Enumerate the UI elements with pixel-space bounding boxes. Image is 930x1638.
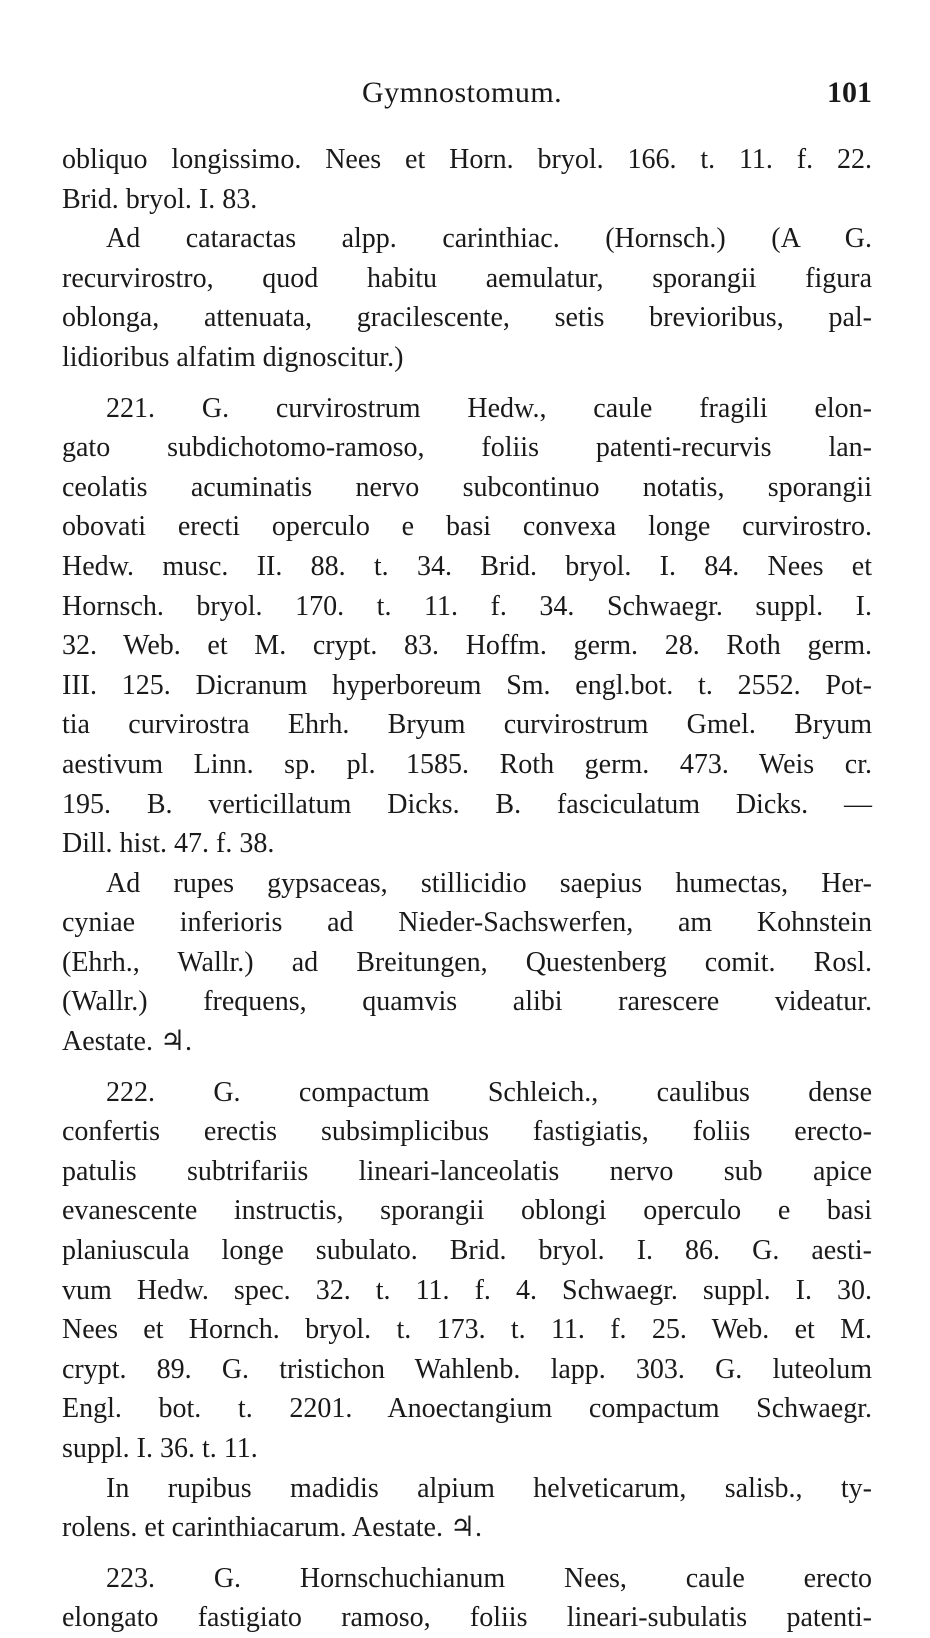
text-line: aestivum Linn. sp. pl. 1585. Roth germ. 473. Weis cr.	[62, 748, 872, 780]
text-line: Hedw. musc. II. 88. t. 34. Brid. bryol. I. 84. Nees et	[62, 550, 872, 582]
text-line: (Wallr.) frequens, quamvis alibi rarescere videatur.	[62, 986, 872, 1018]
text-line: 223. G. Hornschuchianum Nees, caule erecto	[106, 1562, 872, 1594]
text-line: Aestate. ♃.	[62, 1026, 193, 1058]
text-line: gato subdichotomo-ramoso, foliis patenti-recurvis lan-	[62, 432, 872, 464]
text-line: Engl. bot. t. 2201. Anoectangium compactum Schwaegr.	[62, 1393, 872, 1425]
text-line: Ad cataractas alpp. carinthiac. (Hornsch.) (A G.	[106, 223, 872, 255]
text-line: rolens. et carinthiacarum. Aestate. ♃.	[62, 1512, 483, 1544]
text-line: cyniae inferioris ad Nieder-Sachswerfen, am Kohnstein	[62, 907, 872, 939]
text-line: 32. Web. et M. crypt. 83. Hoffm. germ. 28. Roth germ.	[62, 630, 872, 662]
text-line: elongato fastigiato ramoso, foliis lineari-subulatis patenti-	[62, 1602, 872, 1634]
text-line: 222. G. compactum Schleich., caulibus dense	[106, 1076, 872, 1108]
text-line: tia curvirostra Ehrh. Bryum curvirostrum Gmel. Bryum	[62, 709, 872, 741]
species-entry-222	[62, 1073, 872, 1548]
text-line: Dill. hist. 47. f. 38.	[62, 828, 275, 860]
text-line: ceolatis acuminatis nervo subcontinuo notatis, sporangii	[62, 471, 872, 503]
text-line: 221. G. curvirostrum Hedw., caule fragili elon-	[106, 392, 872, 424]
running-header	[62, 76, 872, 116]
text-line: obliquo longissimo. Nees et Horn. bryol. 166. t. 11. f. 22.	[62, 144, 872, 175]
species-entry-223	[62, 1559, 872, 1638]
text-line: crypt. 89. G. tristichon Wahlenb. lapp. 303. G. luteolum	[62, 1353, 872, 1385]
text-line: (Ehrh., Wallr.) ad Breitungen, Questenberg comit. Rosl.	[62, 946, 872, 978]
text-line: confertis erectis subsimplicibus fastigiatis, foliis erecto-	[62, 1116, 872, 1148]
text-line: Ad rupes gypsaceas, stillicidio saepius humectas, Her-	[106, 867, 872, 899]
text-line: evanescente instructis, sporangii oblongi operculo e basi	[62, 1195, 872, 1227]
running-title: Gymnostomum.	[362, 76, 563, 109]
paragraph-habitat-221	[62, 864, 872, 1062]
text-line: recurvirostro, quod habitu aemulatur, sporangii figura	[62, 262, 872, 294]
text-line: 195. B. verticillatum Dicks. B. fasciculatum Dicks. —	[62, 788, 872, 820]
text-line: lidioribus alfatim dignoscitur.)	[62, 341, 404, 373]
text-line: Brid. bryol. I. 83.	[62, 183, 258, 215]
body-text	[62, 140, 872, 1638]
text-line: planiuscula longe subulato. Brid. bryol. I. 86. G. aesti-	[62, 1235, 872, 1267]
text-line: III. 125. Dicranum hyperboreum Sm. engl.bot. t. 2552. Pot-	[62, 669, 872, 701]
paragraph-continuation	[62, 140, 872, 219]
text-line: In rupibus madidis alpium helveticarum, salisb., ty-	[106, 1472, 872, 1504]
text-line: oblonga, attenuata, gracilescente, setis brevioribus, pal-	[62, 302, 872, 334]
page-number: 101	[827, 76, 872, 109]
text-line: vum Hedw. spec. 32. t. 11. f. 4. Schwaegr. suppl. I. 30.	[62, 1274, 872, 1306]
text-line: Hornsch. bryol. 170. t. 11. f. 34. Schwaegr. suppl. I.	[62, 590, 872, 622]
species-entry-221	[62, 389, 872, 864]
text-line: Nees et Hornch. bryol. t. 173. t. 11. f. 25. Web. et M.	[62, 1314, 872, 1346]
text-line: suppl. I. 36. t. 11.	[62, 1433, 258, 1464]
text-line: patulis subtrifariis lineari-lanceolatis nervo sub apice	[62, 1155, 872, 1187]
text-line: obovati erecti operculo e basi convexa longe curvirostro.	[62, 511, 872, 543]
paragraph-habitat-note	[62, 219, 872, 377]
